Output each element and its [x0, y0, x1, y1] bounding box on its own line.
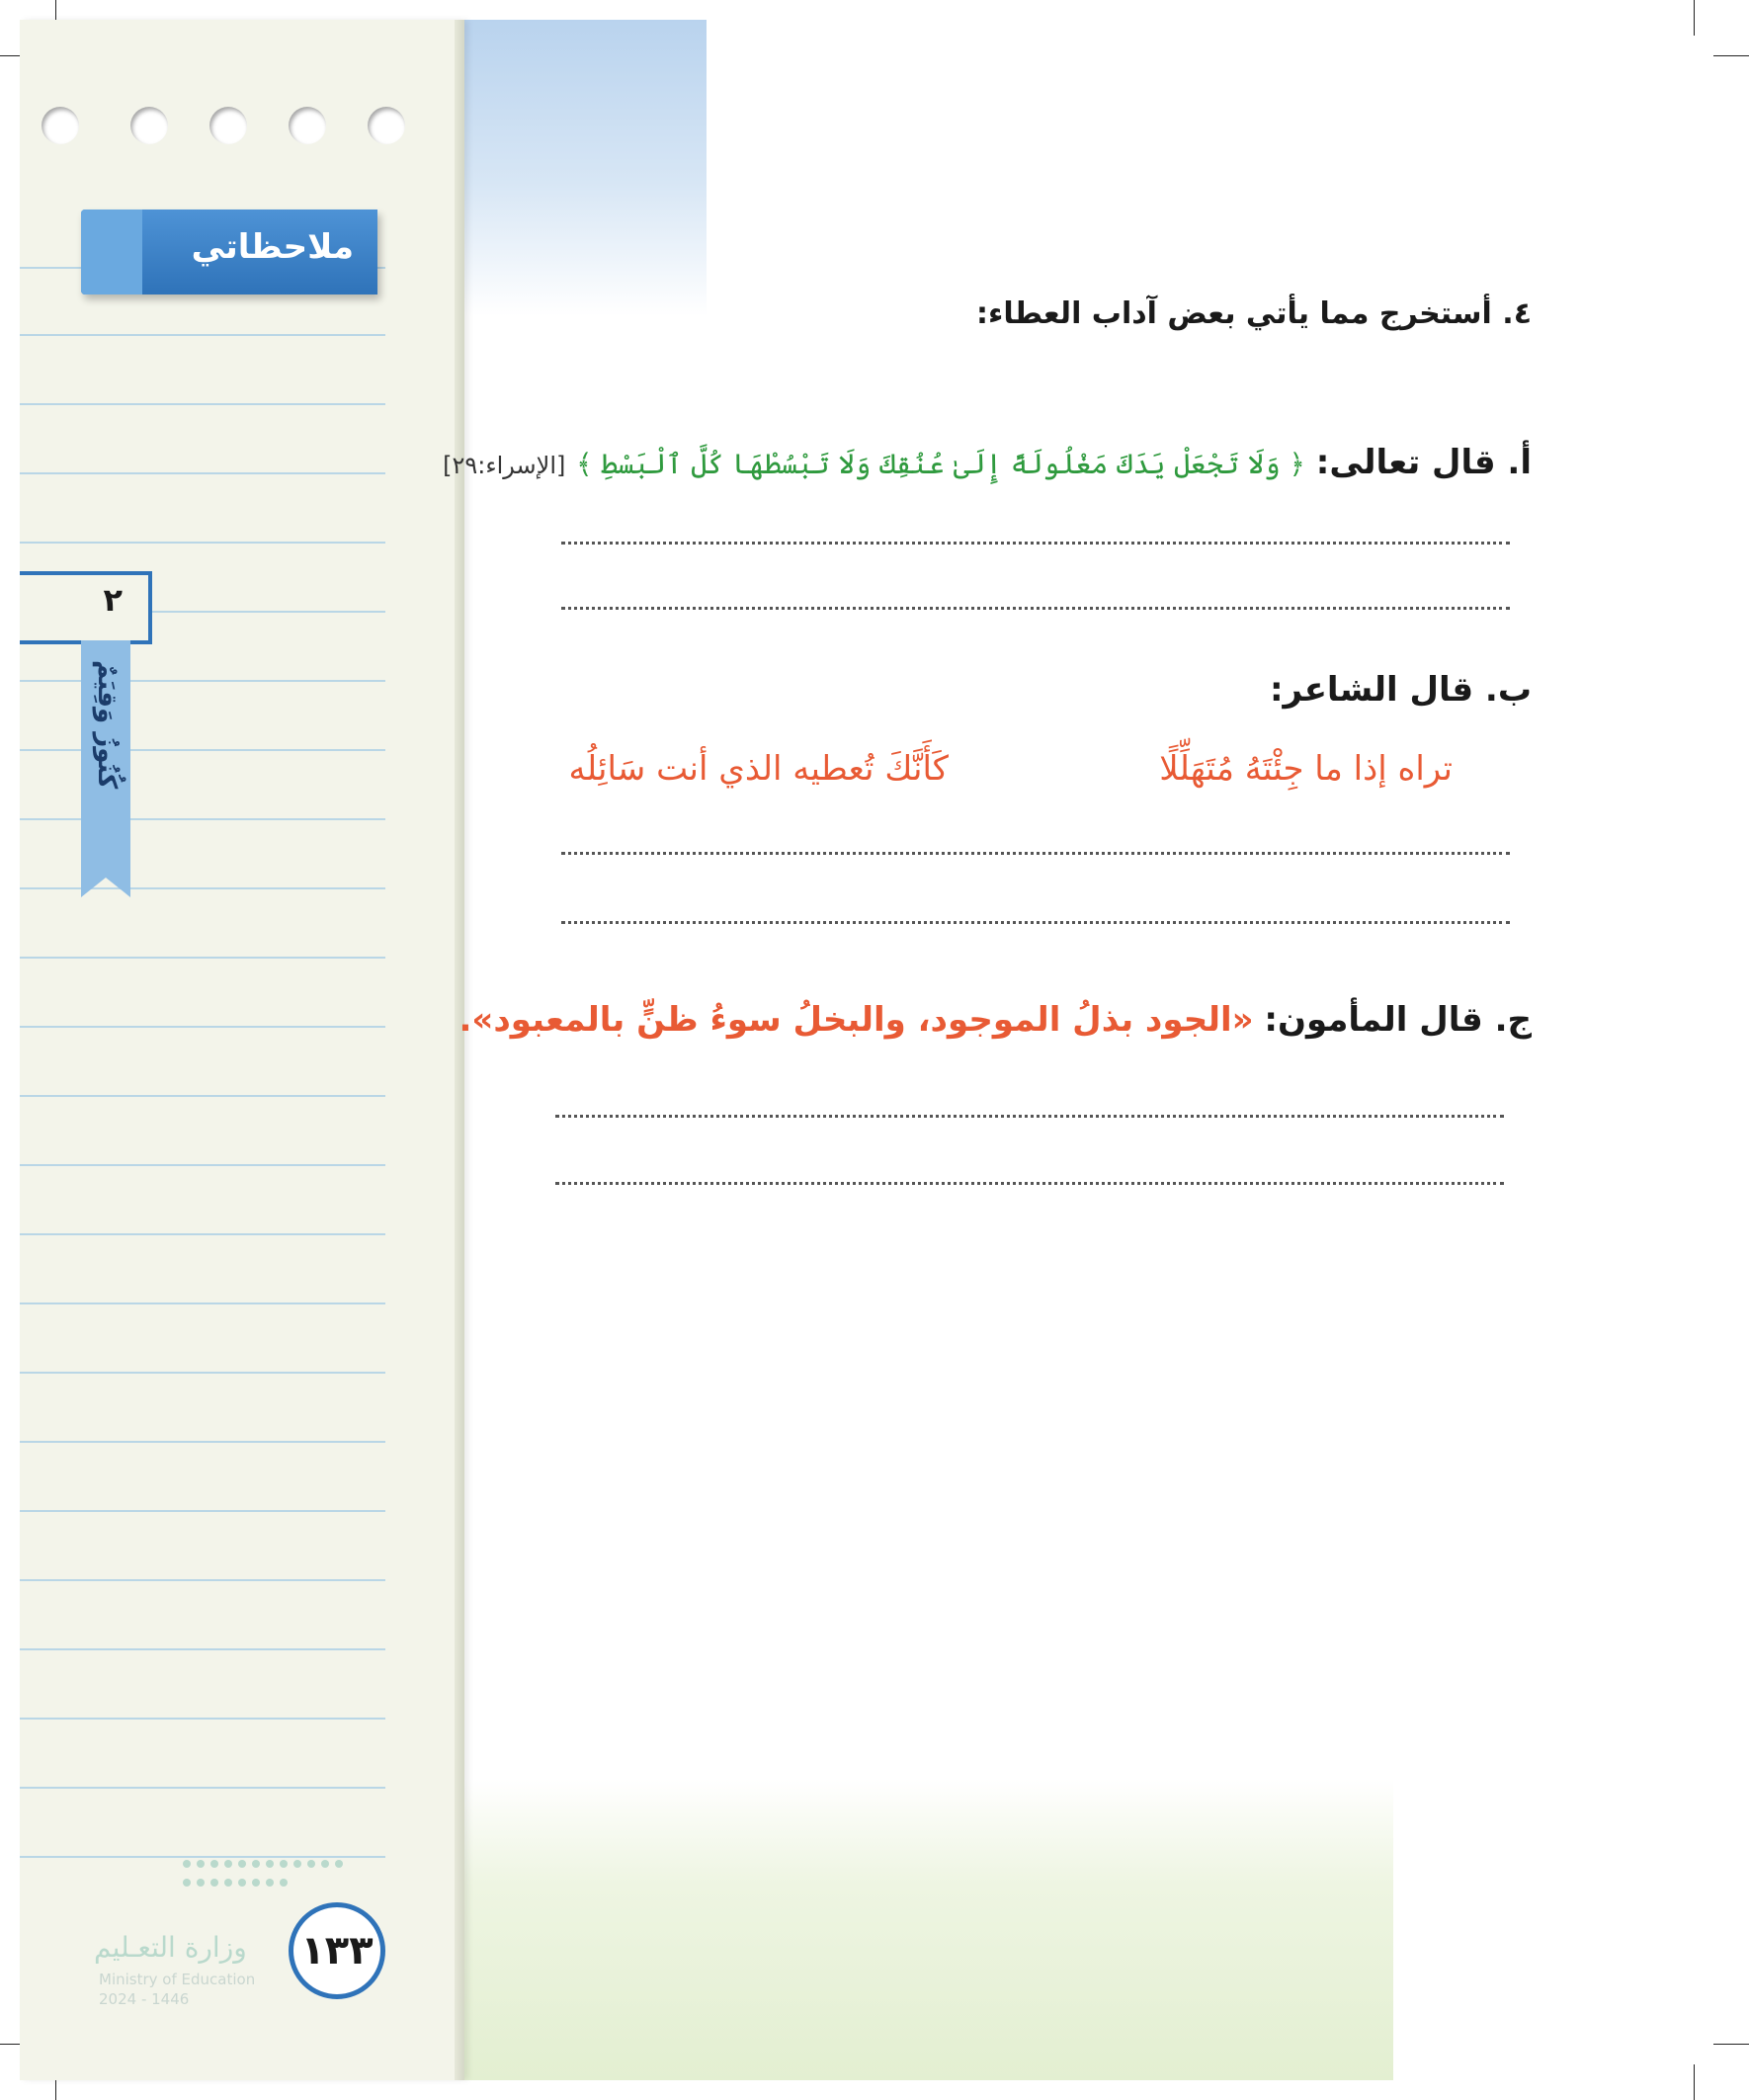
crop-mark	[1694, 2064, 1695, 2100]
ministry-logo-dots	[180, 1856, 358, 1905]
unit-number-box	[20, 571, 152, 644]
binder-hole	[42, 107, 79, 144]
ruled-line	[20, 334, 385, 336]
ruled-line	[20, 1164, 385, 1166]
bottom-decorative-gradient	[464, 1779, 1393, 2080]
ruled-line	[20, 957, 385, 959]
ministry-year: 2024 - 1446	[99, 1990, 190, 2008]
top-decorative-panel	[464, 20, 707, 316]
quran-verse: ﴿ وَلَا تَجْعَلْ يَدَكَ مَغْلُولَةً إِلَىٰ عُنُقِكَ وَلَا تَبْسُطْهَا كُلَّ ٱلْبَسْطِ ﴾	[576, 448, 1305, 480]
ruled-line	[20, 1095, 385, 1097]
unit-ribbon	[81, 640, 130, 878]
crop-mark	[1713, 2044, 1749, 2045]
mamun-quote: «الجود بذلُ الموجود، والبخلُ سوءُ ظنٍّ بالمعبود».	[458, 1000, 1254, 1040]
page-number: ١٣٣	[289, 1902, 385, 1999]
notes-tab-label: ملاحظاتي	[191, 227, 354, 267]
notes-sidebar	[20, 20, 464, 2080]
ruled-line	[20, 1441, 385, 1443]
binder-hole	[209, 107, 247, 144]
ribbon-notch	[81, 878, 130, 897]
ruled-line	[20, 749, 385, 751]
ministry-name-english: Ministry of Education	[99, 1971, 256, 1988]
unit-number: ٢	[103, 581, 123, 619]
notes-tab	[81, 210, 377, 294]
answer-line[interactable]	[561, 607, 1510, 610]
ruled-line	[20, 1302, 385, 1304]
item-a-label: أ. قال تعالى:	[1315, 443, 1532, 482]
binder-hole	[368, 107, 405, 144]
poem-first-hemistich: تراه إذا ما جِئْتَهُ مُتَهَلِّلًا	[1159, 749, 1453, 789]
ruled-line	[20, 542, 385, 544]
verse-reference: [الإسراء:٢٩]	[443, 452, 566, 479]
answer-line[interactable]	[555, 1182, 1504, 1185]
ruled-line	[20, 1510, 385, 1512]
answer-line[interactable]	[561, 852, 1510, 855]
ruled-line	[20, 472, 385, 474]
notebook-spine	[455, 20, 464, 2080]
item-b-label: ب. قال الشاعر:	[1269, 670, 1532, 710]
ruled-line	[20, 1026, 385, 1028]
unit-title: كُنُوزُ وَقِيَمٌ	[92, 660, 122, 790]
ruled-line	[20, 1718, 385, 1720]
item-c-label: ج. قال المأمون:	[1264, 1000, 1532, 1040]
ruled-line	[20, 1648, 385, 1650]
ruled-line	[20, 1372, 385, 1374]
binder-hole	[289, 107, 326, 144]
binder-hole	[130, 107, 168, 144]
answer-line[interactable]	[555, 1115, 1504, 1118]
ruled-line	[20, 887, 385, 889]
ruled-line	[20, 680, 385, 682]
ruled-line	[20, 1787, 385, 1789]
ruled-line	[20, 1233, 385, 1235]
poem-second-hemistich: كَأَنَّكَ تُعطيه الذي أنت سَائِلُه	[568, 749, 949, 789]
question-title: ٤. أستخرج مما يأتي بعض آداب العطاء:	[976, 296, 1532, 331]
answer-line[interactable]	[561, 921, 1510, 924]
ruled-line	[20, 818, 385, 820]
ruled-line	[20, 1579, 385, 1581]
ruled-line	[20, 403, 385, 405]
answer-line[interactable]	[561, 542, 1510, 545]
ministry-name-arabic: وزارة التعـليم	[94, 1931, 247, 1964]
item-a	[346, 443, 1532, 482]
crop-mark	[1713, 55, 1749, 56]
notes-tab-accent	[81, 210, 142, 294]
item-c	[458, 1000, 1532, 1040]
crop-mark	[1694, 0, 1695, 36]
